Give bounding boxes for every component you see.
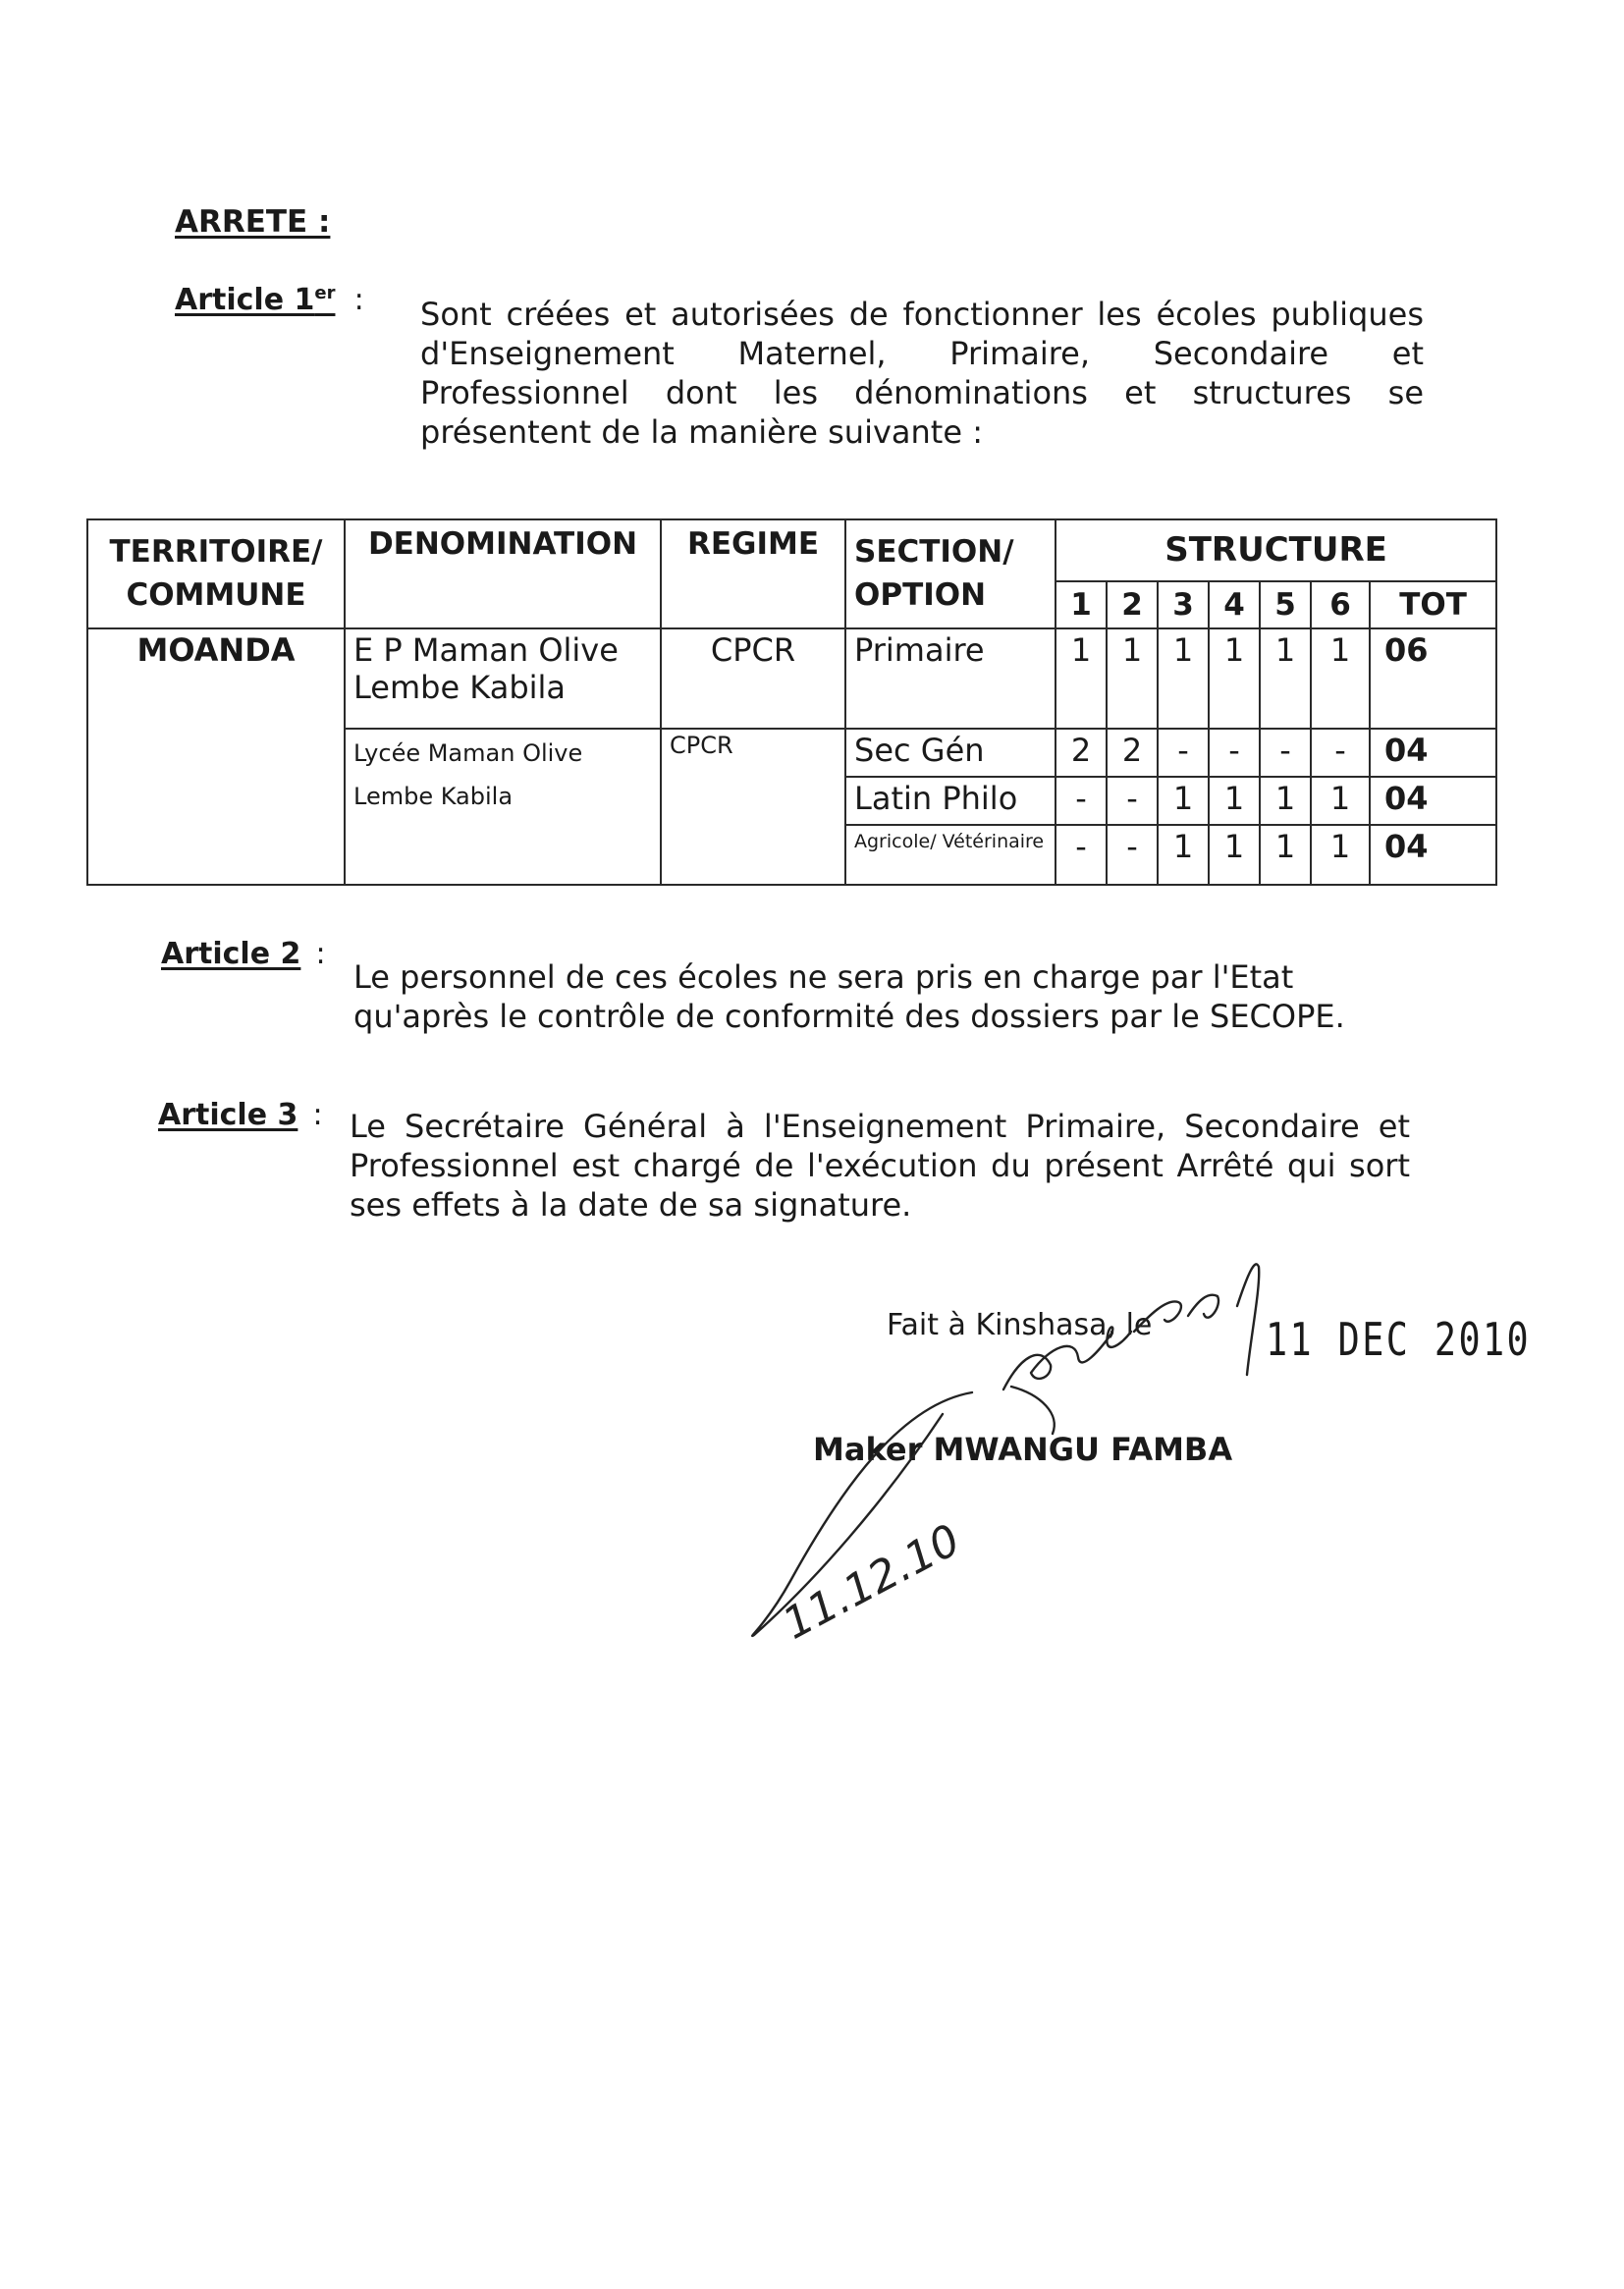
section-cell: Agricole/ Vétérinaire <box>845 825 1056 885</box>
header-regime: REGIME <box>661 519 845 628</box>
date-stamp: 11 DEC 2010 <box>1266 1313 1532 1366</box>
denomination-cell: Lycée Maman Olive Lembe Kabila <box>345 729 661 885</box>
article-2-text: Le personnel de ces écoles ne sera pris en charge par l'Etat qu'après le contrôle de conformité des dossiers par le SECOPE. <box>353 958 1345 1035</box>
header-year-4: 4 <box>1209 581 1260 628</box>
value-cell: 1 <box>1260 777 1311 825</box>
section-cell: Latin Philo <box>845 777 1056 825</box>
section-cell: Primaire <box>845 628 1056 729</box>
total-cell: 06 <box>1370 628 1496 729</box>
denomination-cell: E P Maman Olive Lembe Kabila <box>345 628 661 729</box>
article-3-text: Le Secrétaire Général à l'Enseignement Primaire, Secondaire et Professionnel est chargé de l'exécution du présent Arrêté qui sort ses effets à la date de sa signature. <box>350 1108 1410 1224</box>
header-year-2: 2 <box>1107 581 1158 628</box>
regime-cell: CPCR <box>661 729 845 885</box>
value-cell: - <box>1056 777 1107 825</box>
total-cell: 04 <box>1370 777 1496 825</box>
total-cell: 04 <box>1370 729 1496 777</box>
value-cell: 1 <box>1209 825 1260 885</box>
value-cell: 1 <box>1056 628 1107 729</box>
value-cell: 1 <box>1209 777 1260 825</box>
header-structure: STRUCTURE <box>1056 519 1496 581</box>
value-cell: - <box>1056 825 1107 885</box>
value-cell: 1 <box>1158 825 1209 885</box>
place-text: Fait à Kinshasa, le <box>887 1308 1153 1342</box>
section-cell: Sec Gén <box>845 729 1056 777</box>
commune-cell: MOANDA <box>87 628 345 885</box>
value-cell: - <box>1260 729 1311 777</box>
schools-table <box>86 518 1497 886</box>
value-cell: - <box>1107 825 1158 885</box>
signer-name: Maker MWANGU FAMBA <box>813 1431 1233 1468</box>
value-cell: - <box>1209 729 1260 777</box>
value-cell: 1 <box>1158 628 1209 729</box>
header-year-1: 1 <box>1056 581 1107 628</box>
value-cell: 1 <box>1311 628 1370 729</box>
value-cell: 1 <box>1158 777 1209 825</box>
handwritten-date: 11.12.10 <box>775 1514 969 1650</box>
header-territoire: TERRITOIRE/ COMMUNE <box>87 519 345 628</box>
value-cell: 1 <box>1311 777 1370 825</box>
handwritten-signature <box>687 1247 1434 1699</box>
header-tot: TOT <box>1370 581 1496 628</box>
header-denomination: DENOMINATION <box>345 519 661 628</box>
header-year-3: 3 <box>1158 581 1209 628</box>
total-cell: 04 <box>1370 825 1496 885</box>
value-cell: 2 <box>1056 729 1107 777</box>
value-cell: 1 <box>1260 628 1311 729</box>
value-cell: 1 <box>1107 628 1158 729</box>
value-cell: - <box>1311 729 1370 777</box>
value-cell: 1 <box>1311 825 1370 885</box>
value-cell: 2 <box>1107 729 1158 777</box>
article-2-label: Article 2 : <box>161 937 326 971</box>
value-cell: - <box>1158 729 1209 777</box>
value-cell: - <box>1107 777 1158 825</box>
table-row <box>87 628 1496 729</box>
regime-cell: CPCR <box>661 628 845 729</box>
value-cell: 1 <box>1260 825 1311 885</box>
header-year-6: 6 <box>1311 581 1370 628</box>
article-3-label: Article 3 : <box>158 1098 323 1132</box>
article-1-text: Sont créées et autorisées de fonctionner les écoles publiques d'Enseignement Maternel, Primaire, Secondaire et Professionnel dont les dénominations et structures se présentent de la manière suivante : <box>420 296 1424 451</box>
article-1-label: Article 1er : <box>175 283 364 317</box>
value-cell: 1 <box>1209 628 1260 729</box>
decree-heading: ARRETE : <box>175 204 331 240</box>
header-year-5: 5 <box>1260 581 1311 628</box>
header-section: SECTION/ OPTION <box>845 519 1056 628</box>
